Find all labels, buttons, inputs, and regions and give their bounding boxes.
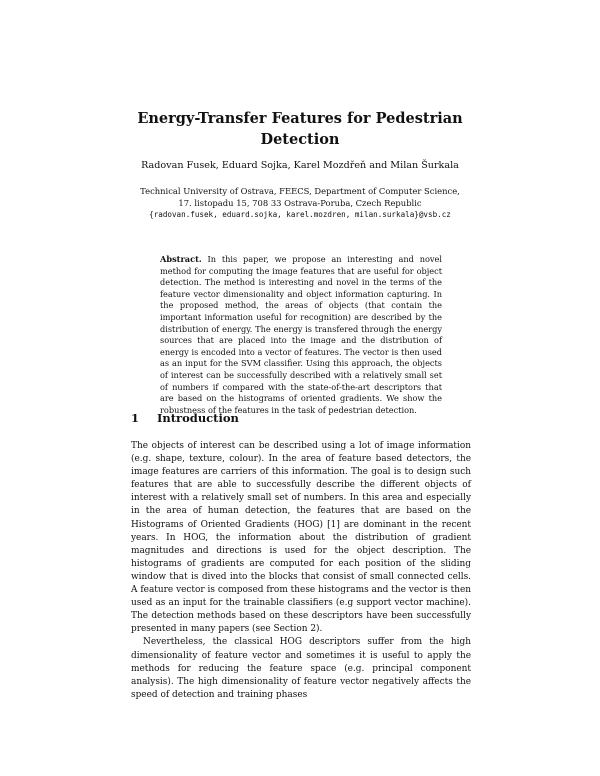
abstract	[160, 254, 442, 416]
affiliation-line: Technical University of Ostrava, FEECS, Department of Computer Science,	[140, 186, 460, 196]
abstract-text: In this paper, we propose an interesting and novel method for computing the image features that are useful for object detection. The method is interesting and novel in the terms of the feature vector dimensionality and object information capturing. In the proposed method, the areas of objects (that contain the important information useful for recognition) are described by the distribution of energy. The energy is transfered through the energy sources that are placed into the image and the distribution of energy is encoded into a vector of features. The vector is then used as an input for the SVM classifier. Using this approach, the objects of interest can be successfully described with a relatively small set of numbers if compared with the state-of-the-art descriptors that are based on the histograms of oriented gradients. We show the robustness of the features in the task of pedestrian detection.	[160, 254, 442, 415]
body-paragraph: The objects of interest can be described using a lot of image information (e.g. shape, texture, colour). In the area of feature based detectors, the image features are carriers of this information. The goal is to design such features that are able to successfully describe the different objects of interest with a relatively small set of numbers. In this area and especially in the area of human detection, the features that are based on the Histograms of Oriented Gradients (HOG) [1] are dominant in the recent years. In HOG, the information about the distribution of gradient magnitudes and directions is used for the object description. The histograms of gradients are computed for each position of the sliding window that is dived into the blocks that consist of small connected cells. A feature vector is composed from these histograms and the vector is then used as an input for the trainable classifiers (e.g support vector machine). The detection methods based on these descriptors have been successfully presented in many papers (see Section 2).	[131, 441, 471, 635]
title-line: Energy-Transfer Features for Pedestrian	[137, 110, 463, 127]
paper-title	[130, 108, 470, 150]
body-paragraph: Nevertheless, the classical HOG descriptors suffer from the high dimensionality of feature vector and sometimes it is useful to apply the methods for reducing the feature space (e.g. principal component analysis). The high dimensionality of feature vector negatively affects the speed of detection and training phases	[131, 637, 471, 700]
affiliation-line: 17. listopadu 15, 708 33 Ostrava-Poruba, Czech Republic	[178, 197, 422, 208]
section-title: Introduction	[157, 411, 239, 425]
affiliation	[110, 186, 490, 221]
abstract-label: Abstract.	[160, 254, 202, 264]
section-body	[131, 440, 471, 702]
author-list: Radovan Fusek, Eduard Sojka, Karel Mozdřeň and Milan Šurkala	[141, 160, 459, 171]
section-heading	[131, 411, 471, 425]
title-line: Detection	[260, 131, 340, 148]
author-emails: {radovan.fusek, eduard.sojka, karel.mozdren, milan.surkala}@vsb.cz	[149, 210, 451, 219]
section-number: 1	[131, 411, 140, 425]
